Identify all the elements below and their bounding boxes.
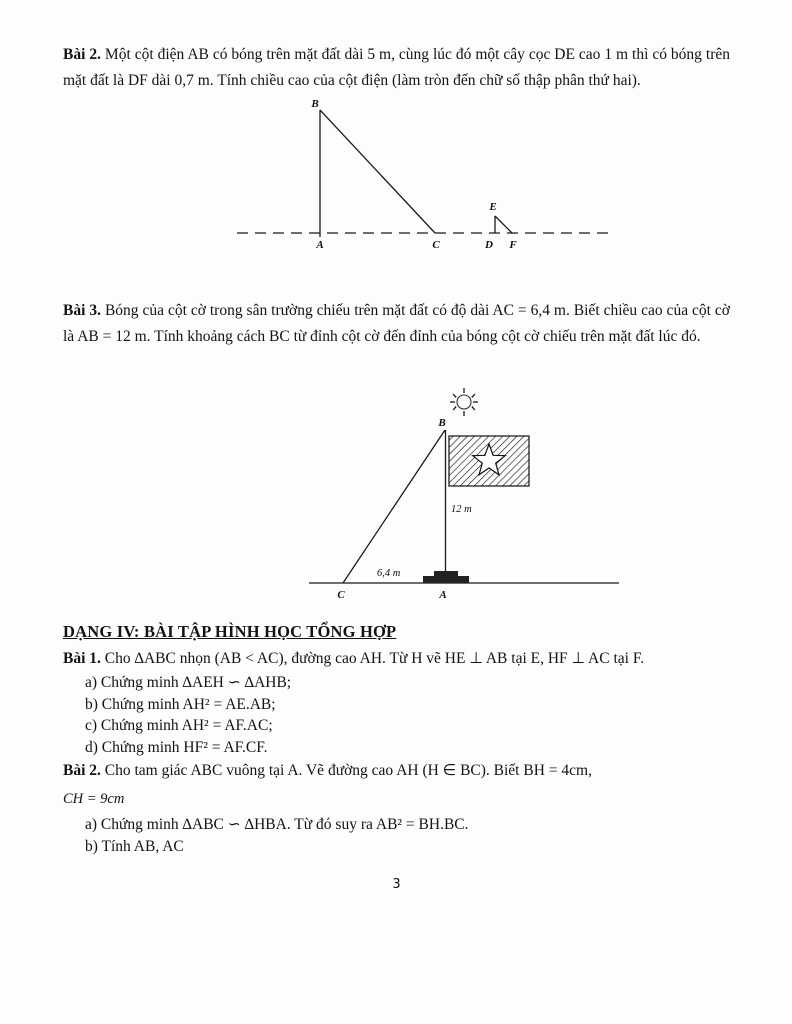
pole-base-pedestal bbox=[423, 576, 469, 583]
figure1-label-b: B bbox=[311, 98, 319, 110]
problem-bai1 bbox=[63, 646, 730, 672]
figure2-label-c: C bbox=[337, 589, 345, 601]
section-heading: DẠNG IV: BÀI TẬP HÌNH HỌC TỔNG HỢP bbox=[63, 622, 397, 641]
flag bbox=[449, 436, 529, 486]
bai2-item-b: b) Tính AB, AC bbox=[85, 837, 184, 855]
sun-icon bbox=[450, 388, 478, 416]
bai1-item-b: b) Chứng minh AH² = AE.AB; bbox=[85, 695, 276, 713]
figure1-label-d: D bbox=[485, 239, 493, 251]
stake-shadow-hypotenuse-line bbox=[495, 216, 512, 233]
figure2-svg bbox=[307, 384, 625, 612]
bai1-item-c: c) Chứng minh AH² = AF.AC; bbox=[85, 717, 273, 734]
bai2-given-line: CH = 9cm bbox=[63, 791, 125, 807]
figure2-label-height: 12 m bbox=[451, 504, 472, 515]
figure2-label-b: B bbox=[438, 417, 446, 429]
problem-bai3-label: Bài 3. bbox=[63, 302, 101, 319]
problem-bai2-bottom-text: Cho tam giác ABC vuông tại A. Vẽ đường cao AH (H ∈ BC). Biết BH = 4cm, bbox=[100, 762, 592, 779]
page-number: 3 bbox=[392, 877, 401, 892]
problem-bai2-bottom-label: Bài 2. bbox=[63, 762, 101, 779]
problem-bai2-top-text: Một cột điện AB có bóng trên mặt đất dài 5 m, cùng lúc đó một cây cọc DE cao 1 m thì có bóng trên mặt đất là DF dài 0,7 m. Tính chiều cao của cột điện (làm tròn đến chữ số thập phân thứ hai). bbox=[63, 46, 730, 89]
pole-base-upper bbox=[434, 571, 458, 576]
figure1-svg bbox=[235, 98, 615, 258]
figure1-label-c: C bbox=[432, 239, 440, 251]
bai1-items bbox=[85, 672, 730, 758]
figure-flagpole bbox=[307, 384, 730, 612]
problem-bai3 bbox=[63, 298, 730, 350]
bai1-item-d: d) Chứng minh HF² = AF.CF. bbox=[85, 738, 268, 756]
bai1-item-a: a) Chứng minh ∆AEH ∽ ∆AHB; bbox=[85, 674, 292, 691]
figure1-label-f: F bbox=[509, 239, 517, 251]
figure2-label-shadow: 6,4 m bbox=[377, 568, 401, 579]
figure1-label-e: E bbox=[489, 201, 497, 213]
figure-electric-pole bbox=[235, 98, 730, 258]
pole-shadow-hypotenuse-line bbox=[320, 110, 435, 233]
bai2-items bbox=[85, 814, 730, 857]
bai2-item-a: a) Chứng minh ∆ABC ∽ ∆HBA. Từ đó suy ra AB² = BH.BC. bbox=[85, 816, 469, 833]
problem-bai1-label: Bài 1. bbox=[63, 650, 101, 667]
problem-bai2-bottom bbox=[63, 758, 730, 784]
shadow-bc-line bbox=[343, 430, 445, 583]
problem-bai3-text: Bóng của cột cờ trong sân trường chiếu trên mặt đất có độ dài AC = 6,4 m. Biết chiều cao của cột cờ là AB = 12 m. Tính khoảng cách BC từ đỉnh cột cờ đến đỉnh của bóng cột cờ chiếu trên mặt đất lúc đó. bbox=[63, 302, 730, 345]
problem-bai1-text: Cho ∆ABC nhọn (AB < AC), đường cao AH. Từ H vẽ HE ⊥ AB tại E, HF ⊥ AC tại F. bbox=[100, 650, 645, 667]
figure1-label-a: A bbox=[316, 239, 324, 251]
figure2-label-a: A bbox=[439, 589, 447, 601]
problem-bai2-top bbox=[63, 42, 730, 94]
problem-bai2-top-label: Bài 2. bbox=[63, 46, 101, 63]
